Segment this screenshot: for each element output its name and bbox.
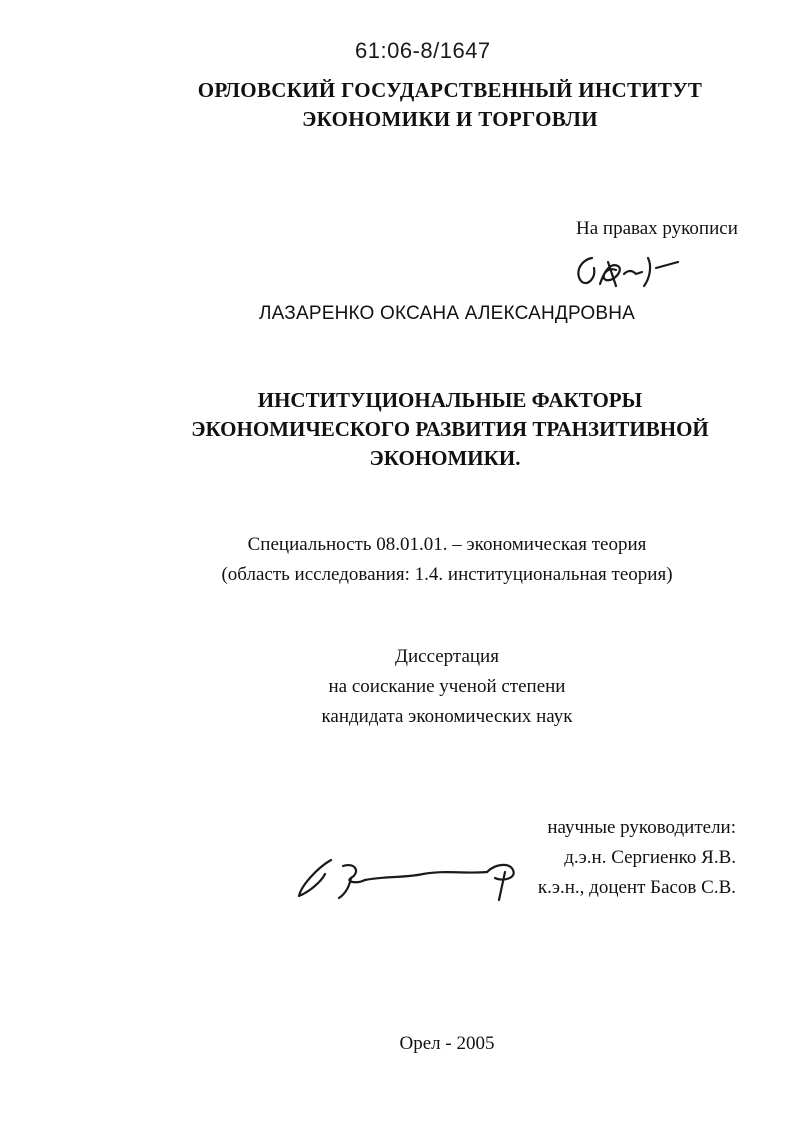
dissertation-title (0, 386, 794, 473)
supervisors-block (538, 813, 736, 903)
author-signature-icon (570, 244, 690, 294)
degree-block (0, 642, 794, 732)
supervisor-first: д.э.н. Сергиенко Я.В. (564, 847, 736, 868)
author-name: ЛАЗАРЕНКО ОКСАНА АЛЕКСАНДРОВНА (258, 303, 636, 324)
title-line-1: ИНСТИТУЦИОНАЛЬНЫЕ ФАКТОРЫ (257, 388, 643, 412)
specialty-line-2: (область исследования: 1.4. институциональная теория) (221, 564, 673, 585)
institute-line-1: ОРЛОВСКИЙ ГОСУДАРСТВЕННЫЙ ИНСТИТУТ (197, 78, 703, 102)
supervisor-signature-icon (295, 852, 535, 904)
supervisors-heading: научные руководители: (547, 817, 736, 838)
title-line-3: ЭКОНОМИКИ. (369, 446, 521, 470)
degree-line-2: на соискание ученой степени (328, 676, 566, 697)
degree-line-3: кандидата экономических наук (321, 706, 573, 727)
institute-line-2: ЭКОНОМИКИ И ТОРГОВЛИ (302, 107, 598, 131)
manuscript-rights-note: На правах рукописи (576, 218, 738, 239)
archive-stamp-number: 61:06-8/1647 (355, 38, 491, 63)
specialty-block (0, 530, 794, 590)
supervisor-second: к.э.н., доцент Басов С.В. (537, 877, 736, 898)
city-year: Орел - 2005 (399, 1033, 495, 1054)
title-line-2: ЭКОНОМИЧЕСКОГО РАЗВИТИЯ ТРАНЗИТИВНОЙ (191, 417, 709, 441)
specialty-line-1: Специальность 08.01.01. – экономическая теория (247, 534, 647, 555)
institute-name (0, 76, 794, 134)
degree-line-1: Диссертация (395, 646, 499, 667)
